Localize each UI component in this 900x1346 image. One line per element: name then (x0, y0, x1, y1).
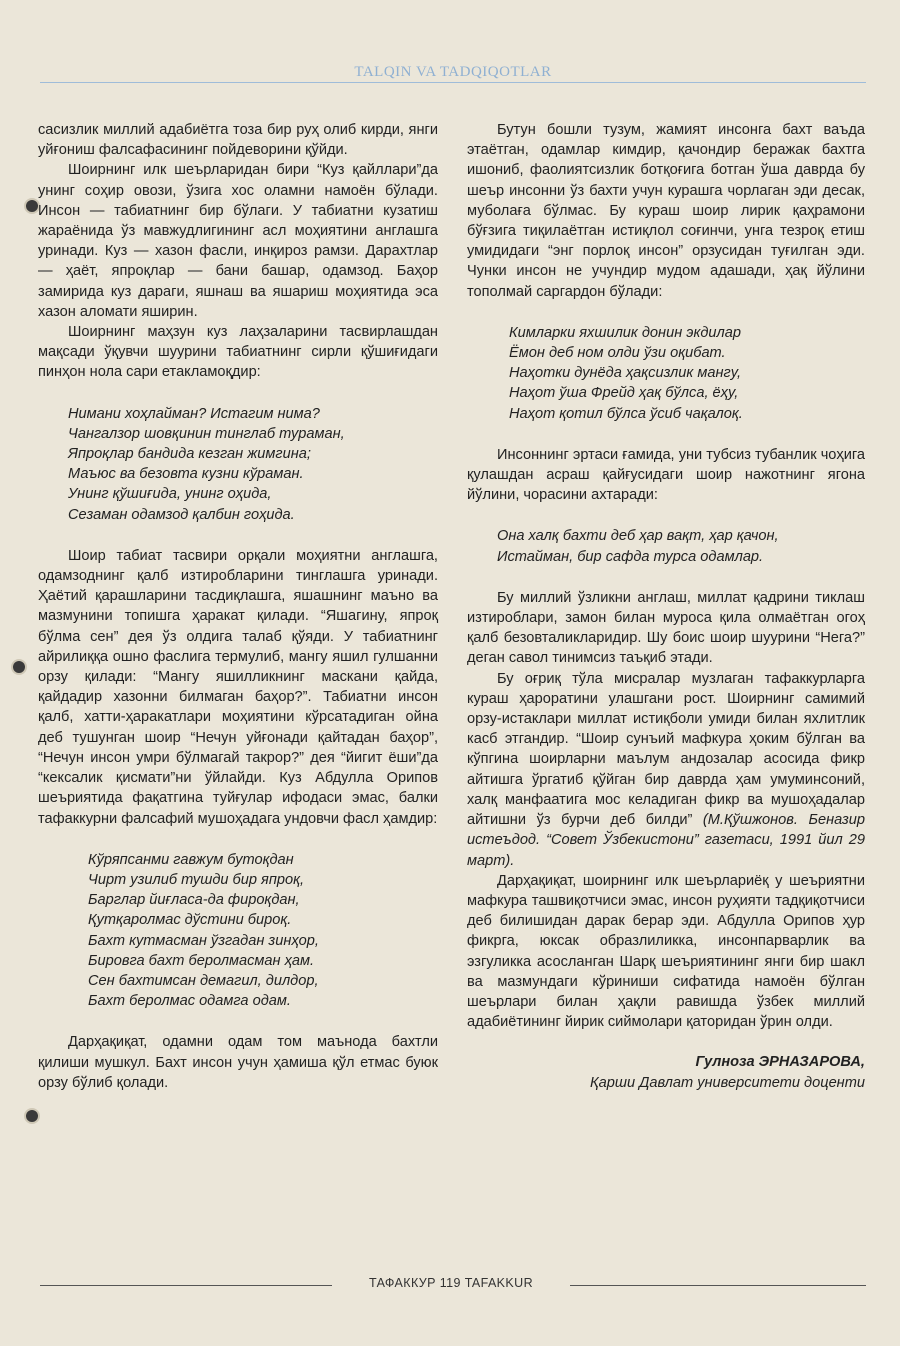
binder-hole-icon (13, 661, 25, 673)
header-rule (40, 82, 866, 83)
verse-line: Барглар йиғласа-да фироқдан, (88, 892, 300, 909)
author-block (467, 1052, 865, 1092)
paragraph: Дарҳақиқат, шоирнинг илк шеърлариёқ у шеъриятни мафкура ташвиқотчиси эмас, инсон руҳияти тадқиқотчиси деб билишидан дарак берар эди. Абдулла Орипов ҳур фикрга, юксак образлиликка, инсонпарварлик ва эзгуликка асосланган Шарқ шеъриятининг янги бир шакл ва мазмундаги кўриниши сифатида намоён бўлган шеърлари билан ҳақли равишда ўзбек миллий адабиётининг йирик сиймолари қаторидан ўрин олди. (467, 872, 865, 1031)
verse-line: Япроқлар бандида кезган жимгина; (68, 446, 311, 463)
verse-line: Қутқаролмас дўстини бироқ. (88, 912, 292, 929)
author-affiliation: Қарши Давлат университети доценти (590, 1074, 865, 1091)
paragraph: Шоирнинг маҳзун куз лаҳзаларини тасвирлашдан мақсади ўқувчи шуурини табиатнинг сирли қўшиғидаги пинҳон нола сари етакламоқдир: (38, 324, 438, 381)
poem-excerpt (88, 850, 438, 1012)
verse-line: Она халқ бахти деб ҳар вақт, ҳар қачон, (497, 528, 779, 545)
paragraph: Шоирнинг илк шеърларидан бири “Куз қайллари”да унинг соҳир овози, ўзига хос оламни намоён бўлади. Инсон — табиатнинг бир бўлаги. У табиатни кузатиш жараёнида ўз мавжудлигининг асл моҳиятини англашга уринади. Куз — хазон фасли, инқироз рамзи. Дарахтлар — ҳаёт, япроқлар — бани башар, одамзод. Баҳор замирида куз дараги, яшнаш ва яшариш моҳиятида эса хазон аломати яширин. (38, 162, 438, 320)
poem-excerpt (497, 526, 865, 566)
verse-line: Бахт беролмас одамга одам. (88, 993, 291, 1010)
binder-hole-icon (26, 200, 38, 212)
verse-line: Наҳотки дунёда ҳақсизлик мангу, (509, 365, 742, 382)
footer-rule (40, 1285, 332, 1286)
poem-excerpt (509, 323, 865, 424)
paragraph: Инсоннинг эртаси ғамида, уни тубсиз тубанлик чоҳига қулашдан асраш қайғусидаги шоир нажотнинг ягона йўлини, чорасини ахтаради: (467, 446, 865, 504)
footer-rule (570, 1285, 866, 1286)
verse-line: Наҳот ўша Фрейд ҳақ бўлса, ёҳу, (509, 385, 739, 402)
verse-line: Сезаман одамзод қалбин гоҳида. (68, 506, 295, 523)
paragraph: Шоир табиат тасвири орқали моҳиятни англашга, одамзоднинг қалб изтиробларини тинглашга уринади. Ҳаётий қарашларини тасдиқлашга, яшашнинг маъно ва мазмунини топишга ҳаракат қилади. “Яшагину, япроқ бўлма сен” дея ўз олдига талаб қўяди. У табиатнинг айрилиққа ошно фаслига термулиб, мангу яшил гулшанни орзу қилади: “Мангу яшилликнинг маскани қайда, қайдадир хазонни билмаган баҳор?”. Табиатни инсон қалб, хатти-ҳаракатлари моҳиятини кўрсатадиган ойна деб тушунган шоир “Нечун уйғонади қайтадан баҳор”, “Нечун инсон умри бўлмагай такрор?” дея “йигит ёши”да “кексалик қисмати”ни ўйлайди. Куз Абдулла Орипов шеъриятида фақатгина туйғулар ифодаси эмас, балки тафаккурни фалсафий мушоҳадага ундовчи фасл ҳамдир: (38, 547, 438, 827)
paragraph-text: Бу оғриқ тўла мисралар музлаган тафаккурларга кураш ҳароратини улашгани рост. Шоирнинг самимий орзу-истаклари миллат истиқболи умиди билан яхлитлик касб этгандир. “Шоир сунъий мафкура ҳоким бўлган ва кўпгина шоирларни маълум андозалар асосида фикр айтишга ўргатиб қўйган бир даврда ҳам умуминсоний, халқ манфаатига мос келадиган фикр ва мушоҳадалар айтишни ўз бурчи деб билди” (467, 670, 865, 829)
verse-line: Кўряпсанми гавжум бутоқдан (88, 851, 294, 868)
verse-line: Бахт кутмасман ўзгадан зинҳор, (88, 932, 319, 949)
verse-line: Наҳот қотил бўлса ўсиб чақалоқ. (509, 405, 743, 422)
citation: (М.Қўшжонов. Беназир истеъдод. “Совет Ўзбекистони” газетаси, 1991 йил 29 март). (467, 812, 865, 869)
paragraph: Бутун бошли тузум, жамият инсонга бахт ваъда этаётган, одамлар кимдир, қачондир беражак бахтга ишониб, фаолиятсизлик ботқоғига ботган ўша даврда бу шеър инсонни ўз бахти учун курашга чорлаган эди десак, муболаға бўлмас. Бу кураш шоир лирик қаҳрамони бўғзига тиқилаётган истиқлол соғинчи, унга тезроқ етиш умидидаги “энг порлоқ инсон” орзусидан туғилган эди. Чунки инсон не учундир мудом адашади, ҳақ йўлини тополмай саргардон бўлади: (467, 122, 865, 300)
page-header (40, 64, 866, 88)
right-column (467, 120, 865, 1093)
section-title: TALQIN VA TADQIQOTLAR (354, 64, 552, 80)
author-name: Гулноза ЭРНАЗАРОВА, (695, 1054, 865, 1071)
paragraph (467, 669, 865, 871)
verse-line: Кимларки яхшилик донин экдилар (509, 324, 741, 341)
paragraph: Дарҳақиқат, одамни одам том маънода бахтли қилиши мушкул. Бахт инсон учун ҳамиша қўл етмас буюк орзу бўлиб қолади. (38, 1034, 438, 1091)
verse-line: Истайман, бир сафда турса одамлар. (497, 548, 764, 565)
verse-line: Чирт узилиб тушди бир япроқ, (88, 871, 305, 888)
paragraph: Бу миллий ўзликни англаш, миллат қадрини тиклаш изтироблари, замон билан муроса қила олмаётган огоҳ қалб безовталикларидир. Шу боис шоир шуурини “Нега?” деган савол тинимсиз таъқиб этади. (467, 589, 865, 667)
footer-page-number: ТАФАККУР 119 TAFAKKUR (368, 1276, 534, 1290)
binder-hole-icon (26, 1110, 38, 1122)
page-footer (40, 1276, 866, 1296)
verse-line: Бировга бахт беролмасман ҳам. (88, 952, 315, 969)
verse-line: Унинг қўшиғида, унинг оҳида, (68, 486, 272, 503)
paragraph: сасизлик миллий адабиётга тоза бир руҳ олиб кирди, янги уйғониш фалсафасининг пойдеворини қўйди. (38, 122, 438, 159)
verse-line: Маъюс ва безовта кузни кўраман. (68, 466, 304, 483)
verse-line: Нимани хоҳлайман? Истагим нима? (68, 405, 320, 422)
verse-line: Ёмон деб ном олди ўзи оқибат. (509, 345, 726, 362)
left-column (38, 120, 438, 1093)
verse-line: Сен бахтимсан демагил, дилдор, (88, 972, 319, 989)
verse-line: Чангалзор шовқинин тинглаб тураман, (68, 425, 345, 442)
poem-excerpt (68, 404, 438, 525)
